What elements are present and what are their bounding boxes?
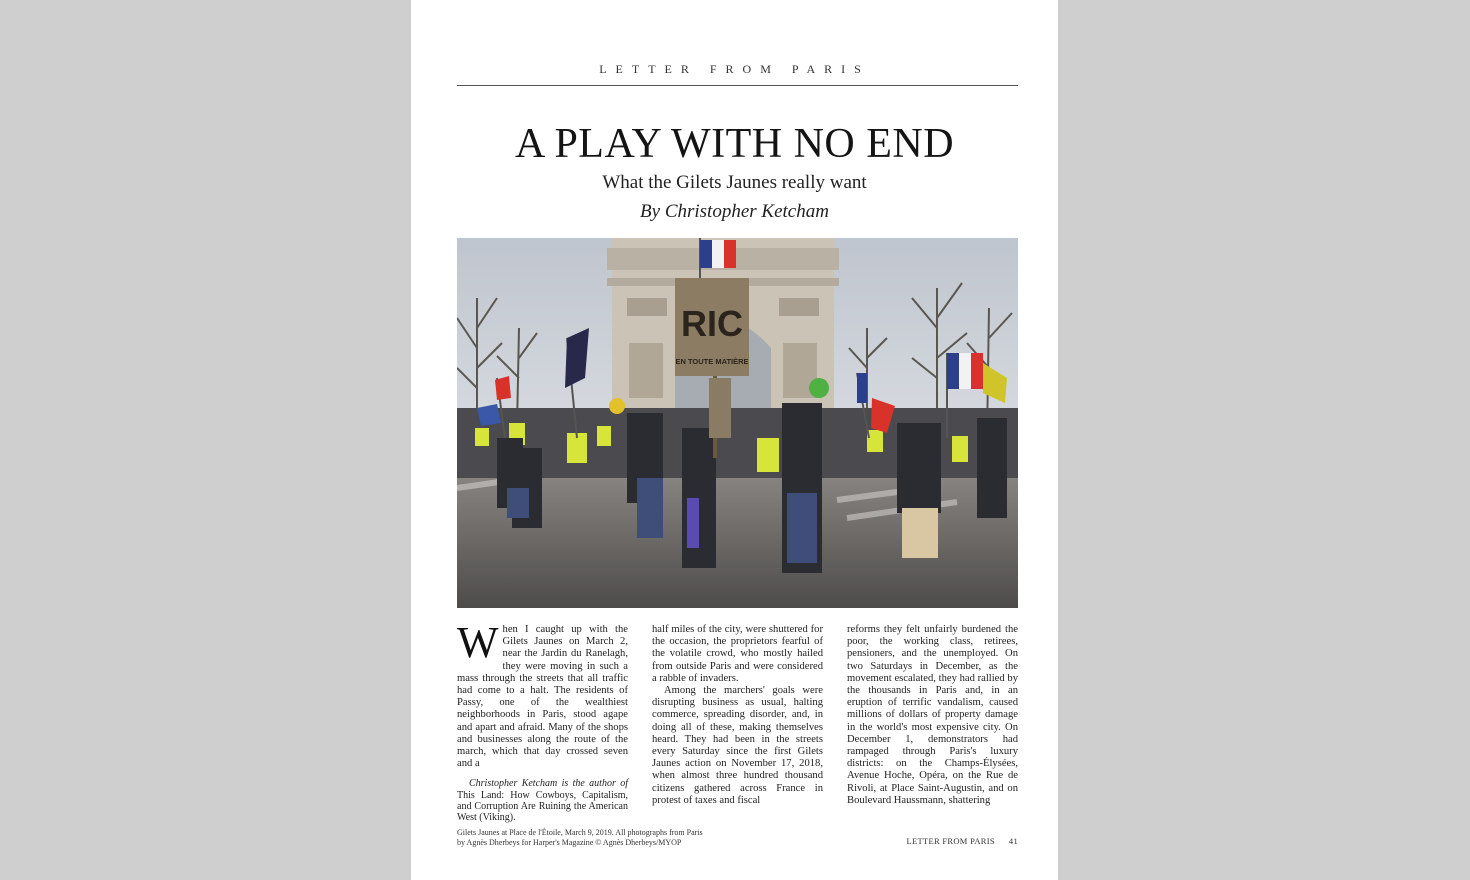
- caption-line: by Agnès Dherbeys for Harper's Magazine © Agnès Dherbeys/MYOP: [457, 838, 682, 847]
- page-footer: [907, 836, 1019, 846]
- body-paragraph: Among the marchers' goals were disrupting business as usual, halting commerce, spreading disorder, and, in doing all of these, making themselves heard. They had been in the streets every Saturday since the first Gilets Jaunes action on November 17, 2018, when almost three hundred thousand citizens gathered across France in protest of taxes and fiscal: [652, 685, 823, 806]
- body-paragraph: half miles of the city, were shuttered for the occasion, the proprietors fearful of the volatile crowd, who mostly hailed from outside Paris and were considered a rabble of invaders.: [652, 624, 823, 684]
- body-column-1: [457, 618, 628, 824]
- byline: By Christopher Ketcham: [640, 201, 829, 222]
- body-paragraph: [457, 618, 628, 770]
- sign-subtext: EN TOUTE MATIÈRE: [675, 357, 749, 366]
- footer-section: LETTER FROM PARIS: [906, 836, 995, 846]
- section-label: LETTER FROM PARIS: [599, 62, 870, 76]
- protest-photo-illustration: [457, 238, 1018, 608]
- section-rule: [457, 85, 1018, 86]
- photo-caption: [457, 828, 757, 848]
- author-bio-lead: Christopher Ketcham is the author of: [469, 778, 628, 790]
- dropcap: W: [457, 618, 499, 667]
- protest-photo: [457, 238, 1018, 608]
- body-column-3: [847, 624, 1018, 807]
- sign-text: RIC: [681, 303, 743, 344]
- subhead: What the Gilets Jaunes really want: [602, 172, 867, 193]
- author-bio-rest: This Land: How Cowboys, Capitalism, and Corruption Are Ruining the American West (Viking).: [457, 789, 628, 824]
- body-paragraph: reforms they felt unfairly burdened the poor, the working class, retirees, pensioners, and the unemployed. On two Saturdays in December, as the movement escalated, they had rallied by the thousands in Paris and, in an eruption of terrific vandalism, caused millions of dollars of property damage in the world's most expensive city. On December 1, demonstrators had rampaged through Paris's luxury districts: on the Champs-Élysées, Avenue Hoche, Opéra, on the Rue de Rivoli, at Place Saint-Augustin, and on Boulevard Haussmann, shattering: [847, 624, 1018, 806]
- page-number: 41: [1008, 836, 1018, 846]
- body-text: hen I caught up with the Gilets Jaunes on March 2, near the Jardin du Ranelagh, they were moving in such a mass through the streets that all traffic had come to a halt. The residents of Passy, one of the wealthiest neighborhoods in Paris, stood agape and apart and afraid. Many of the shops and businesses along the route of the march, which that day crossed seven and a: [457, 624, 628, 770]
- magazine-page: [411, 0, 1058, 880]
- caption-line: Gilets Jaunes at Place de l'Étoile, March 9, 2019. All photographs from Paris: [457, 828, 703, 837]
- author-bio: [457, 778, 628, 823]
- headline: A PLAY WITH NO END: [514, 121, 955, 167]
- body-column-2: [652, 624, 823, 807]
